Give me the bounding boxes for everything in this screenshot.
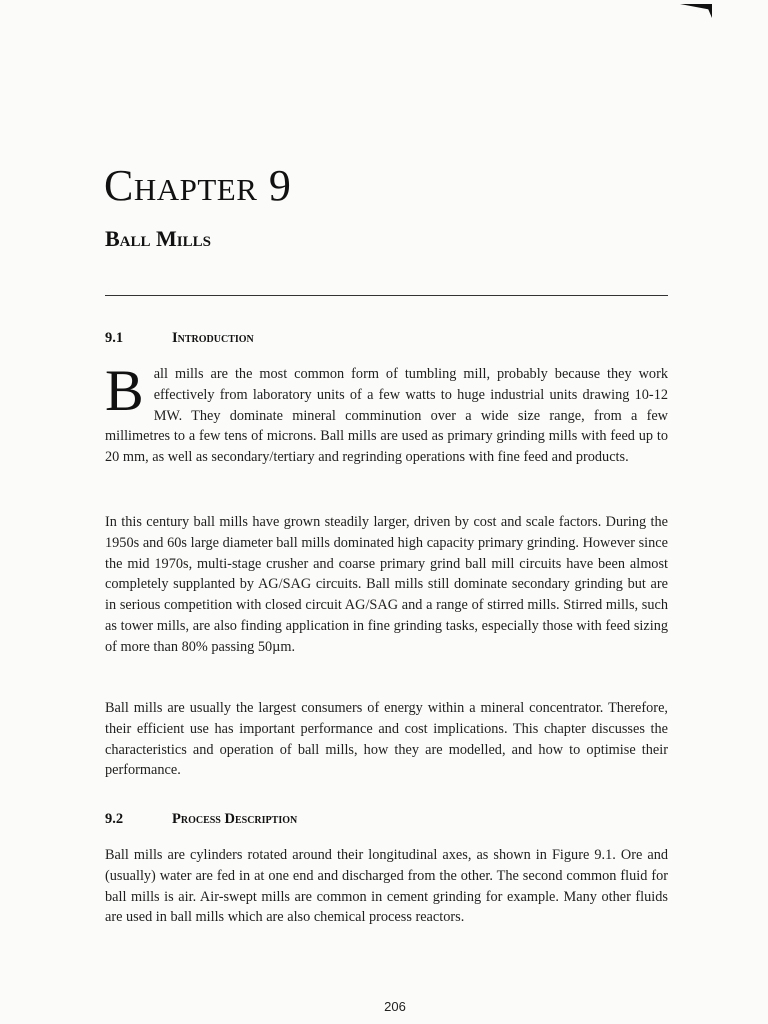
paragraph-energy: Ball mills are usually the largest consumers of energy within a mineral concentrator. Therefore, their efficient use has important performance and cost implications. This chapter discusses the characteristics and operation of ball mills, how they are modelled, and how to optimise their performance. (105, 700, 668, 779)
section-heading-introduction (105, 330, 254, 347)
section-number: 9.2 (105, 811, 124, 827)
paragraph-intro-text: all mills are the most common form of tumbling mill, probably because they work effectively from laboratory units of a few watts to huge industrial units drawing 10-12 MW. They dominate mineral comminution over a wide size range, from a few millimetres to a few tens of microns. Ball mills are used as primary grinding mills with feed up to 20 mm, as well as secondary/tertiary and regrinding operations with fine feed and products. (105, 366, 668, 466)
drop-cap: B (105, 358, 144, 423)
chapter-subtitle: Ball Mills (105, 226, 211, 251)
paragraph-process: Ball mills are cylinders rotated around their longitudinal axes, as shown in Figure 9.1. Ore and (usually) water are fed in at one end and discharged from the other. The second common fluid for ball mills is air. Air-swept mills are common in cement grinding for example. Many other fluids are used in ball mills which are also chemical process reactors. (105, 847, 668, 926)
paragraph-intro (105, 358, 668, 468)
chapter-title: Chapter 9 (104, 161, 292, 210)
section-title: Introduction (172, 330, 254, 346)
section-title: Process Description (172, 811, 298, 827)
page-number: 206 (384, 999, 406, 1014)
title-divider (105, 295, 668, 296)
paragraph-history: In this century ball mills have grown steadily larger, driven by cost and scale factors. During the 1950s and 60s large diameter ball mills dominated high capacity primary grinding. However since the mid 1970s, multi-stage crusher and coarse primary grind ball mill circuits have been almost completely supplanted by AG/SAG circuits. Ball mills still dominate secondary grinding but are in serious competition with closed circuit AG/SAG and a range of stirred mills. Stirred mills, such as tower mills, are also finding application in fine grinding tasks, especially those with feed sizing of more than 80% passing 50µm. (105, 514, 668, 655)
section-heading-process-description (105, 811, 297, 828)
scan-corner-mark-tail (706, 4, 712, 18)
section-number: 9.1 (105, 330, 124, 346)
